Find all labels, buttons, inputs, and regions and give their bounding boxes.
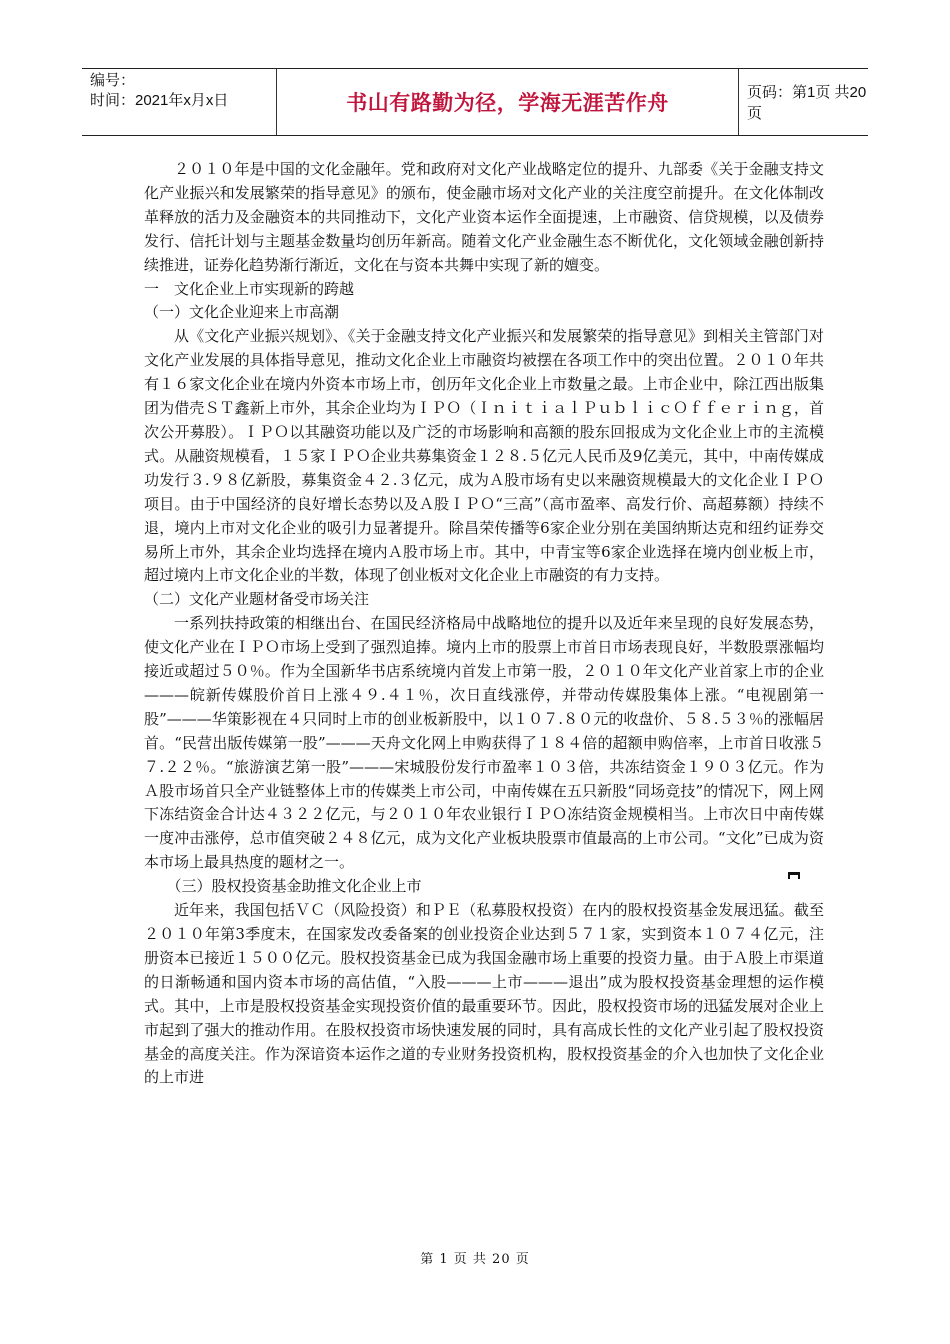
margin-bracket-mark — [788, 872, 800, 879]
subsection-heading-3: （三）股权投资基金助推文化企业上市 — [166, 877, 422, 896]
paragraph-intro: ２０１０年是中国的文化金融年。党和政府对文化产业战略定位的提升、九部委《关于金融支持文化产业振兴和发展繁荣的指导意见》的颁布，使金融市场对文化产业的关注度空前提升。在文化体制改革释放的活力及金融资本的共同推动下，文化产业资本运作全面提速，上市融资、信贷规模，以及债券发行、信托计划与主题基金数量均创历年新高。随着文化产业金融生态不断优化，文化领域金融创新持续推进，证券化趋势渐行渐近，文化在与资本共舞中实现了新的嬗变。 — [144, 160, 824, 274]
document-number-label: 编号： — [90, 72, 136, 89]
document-header — [82, 68, 868, 136]
paragraph-equity-funds: 近年来，我国包括ＶＣ（风险投资）和ＰＥ（私募股权投资）在内的股权投资基金发展迅猛。截至２０１０年第3季度末，在国家发改委备案的创业投资企业达到５７１家，实到资本１０７４亿元，注册资本已接近１５００亿元。股权投资基金已成为我国金融市场上重要的投资力量。由于Ａ股上市渠道的日渐畅通和国内资本市场的高估值，“入股———上市———退出”成为股权投资基金理想的运作模式。其中，上市是股权投资基金实现投资价值的最重要环节。因此，股权投资市场的迅猛发展对企业上市起到了强大的推动作用。在股权投资市场快速发展的同时，具有高成长性的文化产业引起了股权投资基金的高度关注。作为深谙资本运作之道的专业财务投资机构，股权投资基金的介入也加快了文化企业的上市进 — [144, 901, 824, 1087]
section-heading-1: 一 文化企业上市实现新的跨越 — [144, 279, 355, 298]
header-meta — [82, 69, 277, 135]
page-footer: 第 1 页 共 20 页 — [420, 1252, 530, 1267]
subsection-heading-1: （一）文化企业迎来上市高潮 — [144, 303, 340, 322]
document-time-label: 时间：2021年x月x日 — [90, 92, 229, 109]
paragraph-market-attention: 一系列扶持政策的相继出台、在国民经济格局中战略地位的提升以及近年来呈现的良好发展态势，使文化产业在ＩＰＯ市场上受到了强烈追捧。境内上市的股票上市首日市场表现良好，半数股票涨幅均接近或超过５０％。作为全国新华书店系统境内首发上市第一股，２０１０年文化产业首家上市的企业———皖新传媒股价首日上涨４９.４１％，次日直线涨停，并带动传媒股集体上涨。“电视剧第一股”———华策影视在４只同时上市的创业板新股中，以１０７.８０元的收盘价、５８.５３％的涨幅居首。“民营出版传媒第一股”———天舟文化网上申购获得了１８４倍的超额申购倍率，上市首日收涨５７.２２％。“旅游演艺第一股”———宋城股份发行市盈率１０３倍，共冻结资金１９０３亿元。作为Ａ股市场首只全产业链整体上市的传媒类上市公司，中南传媒在五只新股“同场竞技”的情况下，网上网下冻结资金合计达４３２２亿元，与２０１０年农业银行ＩＰＯ冻结资金规模相当。上市次日中南传媒一度冲击涨停，总市值突破２４８亿元，成为文化产业板块股票市值最高的上市公司。“文化”已成为资本市场上最具热度的题材之一。 — [144, 614, 824, 872]
header-page-info: 页码：第1页 共20页 — [747, 84, 867, 122]
document-body — [144, 158, 824, 1090]
subsection-heading-2: （二）文化产业题材备受市场关注 — [144, 590, 370, 609]
paragraph-listing-wave: 从《文化产业振兴规划》、《关于金融支持文化产业振兴和发展繁荣的指导意见》到相关主管部门对文化产业发展的具体指导意见，推动文化企业上市融资均被摆在各项工作中的突出位置。２０１０年共有１６家文化企业在境内外资本市场上市，创历年文化企业上市数量之最。上市企业中，除江西出版集团为借壳ＳＴ鑫新上市外，其余企业均为ＩＰＯ（ＩｎｉｔｉａｌＰｕｂｌｉｃＯｆｆｅｒｉｎｇ，首次公开募股）。ＩＰＯ以其融资功能以及广泛的市场影响和高额的股东回报成为文化企业上市的主流模式。从融资规模看，１５家ＩＰＯ企业共募集资金１２８.５亿元人民币及9亿美元，其中，中南传媒成功发行３.９８亿新股，募集资金４２.３亿元，成为Ａ股市场有史以来融资规模最大的文化企业ＩＰＯ项目。由于中国经济的良好增长态势以及Ａ股ＩＰＯ“三高”（高市盈率、高发行价、高超募额）持续不退，境内上市对文化企业的吸引力显著提升。除昌荣传播等6家企业分别在美国纳斯达克和纽约证券交易所上市外，其余企业均选择在境内Ａ股市场上市。其中，中青宝等6家企业选择在境内创业板上市，超过境内上市文化企业的半数，体现了创业板对文化企业上市融资的有力支持。 — [144, 327, 824, 585]
header-motto: 书山有路勤为径，学海无涯苦作舟 — [277, 69, 739, 135]
